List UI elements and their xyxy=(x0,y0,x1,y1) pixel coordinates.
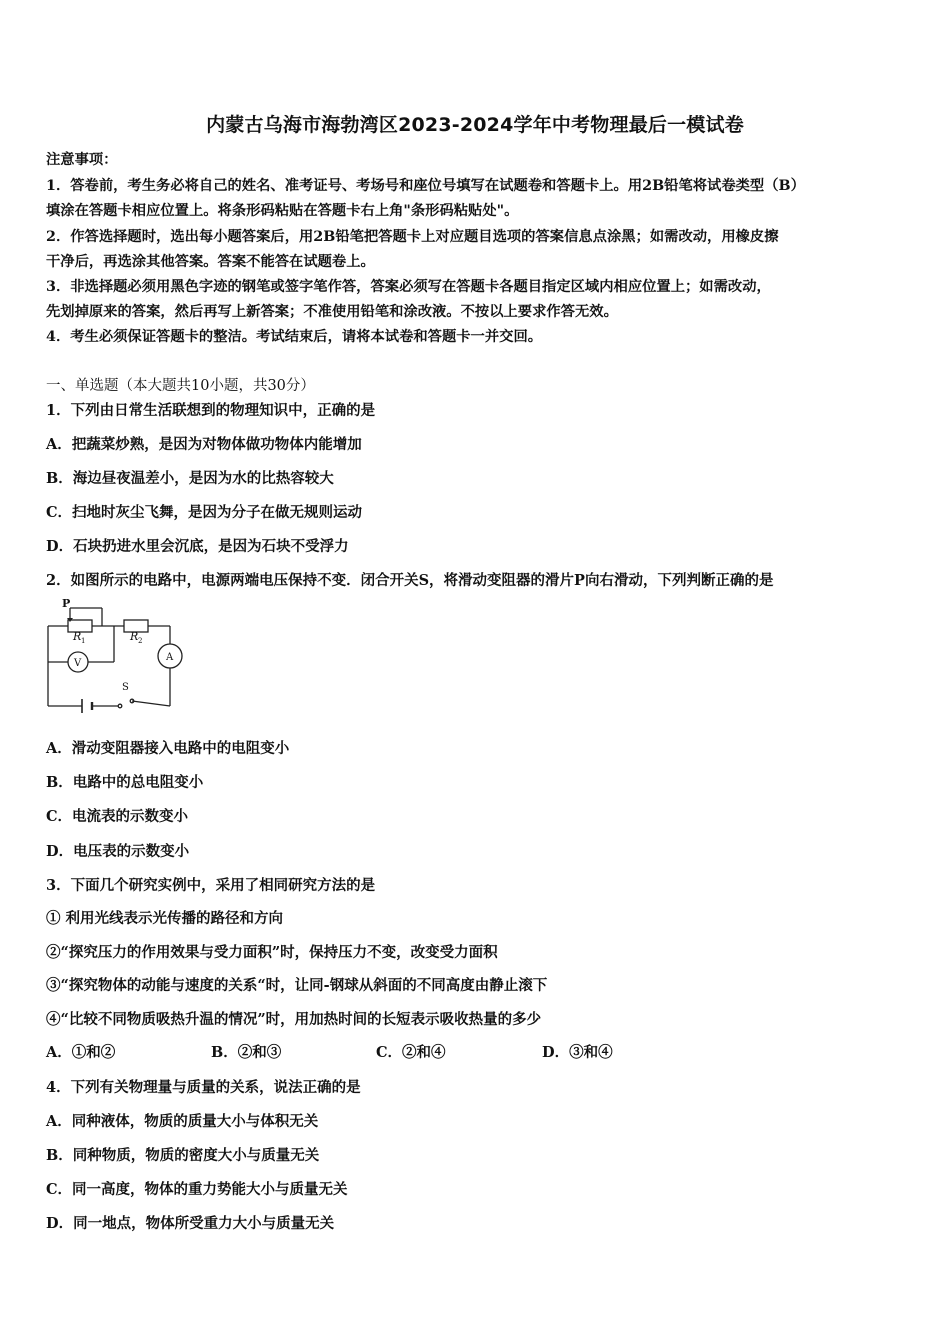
answer-option: A．同种液体，物质的质量大小与体积无关 xyxy=(46,1113,319,1130)
answer-option: B．电路中的总电阻变小 xyxy=(46,774,204,791)
notice-line: 2．作答选择题时，选出每小题答案后，用2B铅笔把答题卡上对应题目选项的答案信息点涂黑；如需改动，用橡皮擦 xyxy=(46,229,779,245)
answer-option: D．③和④ xyxy=(542,1044,613,1061)
section-heading: 一、单选题（本大题共10小题，共30分） xyxy=(46,378,315,394)
notice-line: 干净后，再选涂其他答案。答案不能答在试题卷上。 xyxy=(46,254,375,270)
answer-option: C．电流表的示数变小 xyxy=(46,808,189,825)
notice-line: 1．答卷前，考生务必将自己的姓名、准考证号、考场号和座位号填写在试题卷和答题卡上。用2B铅笔将试卷类型（B） xyxy=(46,178,805,194)
option-row xyxy=(46,1043,906,1063)
answer-option: C．②和④ xyxy=(376,1044,446,1061)
circuit-diagram xyxy=(40,598,190,720)
r1-subscript: 1 xyxy=(81,637,86,645)
notice-line: 填涂在答题卡相应位置上。将条形码粘贴在答题卡右上角"条形码粘贴处"。 xyxy=(46,203,519,219)
notice-heading: 注意事项： xyxy=(46,152,118,168)
answer-option: C．扫地时灰尘飞舞，是因为分子在做无规则运动 xyxy=(46,504,363,521)
question-stem: 4．下列有关物理量与质量的关系，说法正确的是 xyxy=(46,1079,361,1096)
answer-option: B．海边昼夜温差小，是因为水的比热容较大 xyxy=(46,470,334,487)
answer-option: D．电压表的示数变小 xyxy=(46,843,190,860)
answer-option: A．①和② xyxy=(46,1044,116,1061)
notice-line: 先划掉原来的答案，然后再写上新答案；不准使用铅笔和涂改液。不按以上要求作答无效。 xyxy=(46,304,618,320)
question-stem: 1．下列由日常生活联想到的物理知识中，正确的是 xyxy=(46,402,376,419)
answer-option: D．同一地点，物体所受重力大小与质量无关 xyxy=(46,1215,335,1232)
page-title: 内蒙古乌海市海勃湾区2023-2024学年中考物理最后一模试卷 xyxy=(206,114,744,136)
statement-item: ① 利用光线表示光传播的路径和方向 xyxy=(46,910,284,927)
answer-option: B．同种物质，物质的密度大小与质量无关 xyxy=(46,1147,320,1164)
statement-item: ③“探究物体的动能与速度的关系“时，让同-钢球从斜面的不同高度由静止滚下 xyxy=(46,977,548,994)
voltmeter-label: V xyxy=(74,658,82,669)
r1-label: R xyxy=(73,630,82,643)
answer-option: A．把蔬菜炒熟，是因为对物体做功物体内能增加 xyxy=(46,436,362,453)
r2-subscript: 2 xyxy=(138,637,143,645)
switch-label: S xyxy=(122,682,129,693)
notice-line: 4．考生必须保证答题卡的整洁。考试结束后，请将本试卷和答题卡一并交回。 xyxy=(46,329,543,345)
answer-option: D．石块扔进水里会沉底，是因为石块不受浮力 xyxy=(46,538,349,555)
r2-label: R xyxy=(130,630,139,643)
slider-label: P xyxy=(62,598,71,610)
statement-item: ④“比较不同物质吸热升温的情况”时，用加热时间的长短表示吸收热量的多少 xyxy=(46,1011,542,1028)
question-stem: 2．如图所示的电路中，电源两端电压保持不变．闭合开关S，将滑动变阻器的滑片P向右滑动，下列判断正确的是 xyxy=(46,572,774,589)
answer-option: B．②和③ xyxy=(211,1044,282,1061)
notice-line: 3．非选择题必须用黑色字迹的钢笔或签字笔作答，答案必须写在答题卡各题目指定区域内相应位置上；如需改动， xyxy=(46,279,771,295)
statement-item: ②“探究压力的作用效果与受力面积”时，保持压力不变，改变受力面积 xyxy=(46,944,498,961)
answer-option: A．滑动变阻器接入电路中的电阻变小 xyxy=(46,740,290,757)
ammeter-label: A xyxy=(166,652,174,663)
question-stem: 3．下面几个研究实例中，采用了相同研究方法的是 xyxy=(46,877,376,894)
answer-option: C．同一高度，物体的重力势能大小与质量无关 xyxy=(46,1181,348,1198)
